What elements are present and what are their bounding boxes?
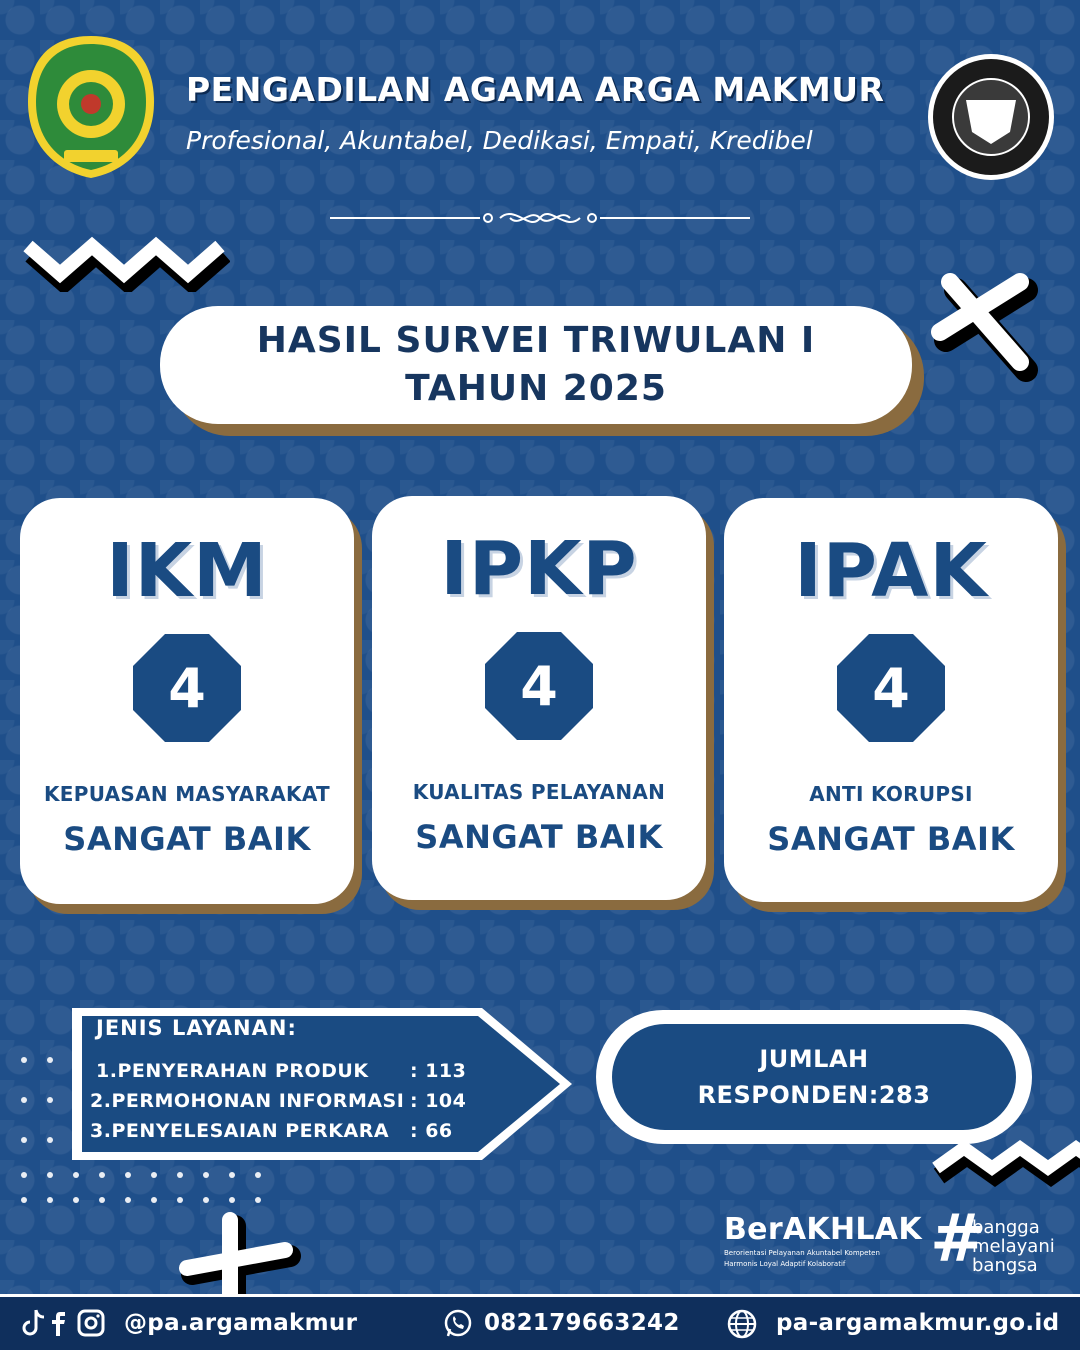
berakhlak-sub: Berorientasi Pelayanan Akuntabel Kompeten — [724, 1249, 880, 1257]
respondents-count — [612, 1024, 1016, 1130]
service-item-count: : 66 — [410, 1120, 453, 1142]
score-badge — [837, 634, 945, 742]
bangga-word: melayani — [972, 1236, 1055, 1257]
court-logo — [24, 32, 158, 182]
footer-website[interactable]: pa-argamakmur.go.id — [776, 1310, 1060, 1336]
metric-label: IPAK — [794, 528, 988, 614]
score-badge — [133, 634, 241, 742]
score-value: 4 — [168, 656, 206, 720]
header-divider — [330, 204, 750, 232]
service-item-count: : 113 — [410, 1060, 467, 1082]
cross-decoration — [920, 262, 1050, 382]
score-value: 4 — [520, 654, 558, 718]
service-item-label: 1.PENYERAHAN PRODUK — [96, 1060, 369, 1082]
bangga-melayani-logo — [930, 1200, 1070, 1280]
metric-label: IKM — [106, 528, 268, 614]
card-rating: SANGAT BAIK — [767, 820, 1015, 858]
bangga-word: bangsa — [972, 1255, 1038, 1276]
score-value: 4 — [872, 656, 910, 720]
metric-label: IPKP — [440, 526, 638, 612]
globe-icon[interactable] — [726, 1308, 758, 1344]
footer-social-handle[interactable]: @pa.argamakmur — [124, 1310, 358, 1336]
hash-mark: # — [930, 1200, 986, 1277]
berakhlak-logo — [724, 1212, 922, 1269]
card-rating: SANGAT BAIK — [415, 818, 663, 856]
wbk-logo — [926, 52, 1056, 182]
respondents-line2: RESPONDEN:283 — [697, 1081, 931, 1109]
instagram-icon[interactable] — [76, 1308, 106, 1342]
ipkp-card — [372, 496, 706, 900]
card-subtitle: KUALITAS PELAYANAN — [412, 780, 666, 804]
facebook-icon[interactable] — [50, 1308, 70, 1342]
whatsapp-icon[interactable] — [442, 1308, 474, 1344]
score-badge — [485, 632, 593, 740]
card-subtitle: KEPUASAN MASYARAKAT — [44, 782, 330, 806]
service-item-label: 2.PERMOHONAN INFORMASI — [90, 1090, 405, 1112]
org-title: PENGADILAN AGAMA ARGA MAKMUR — [186, 70, 885, 109]
service-item-label: 3.PENYELESAIAN PERKARA — [90, 1120, 390, 1142]
survey-title — [160, 306, 912, 424]
card-subtitle: ANTI KORUPSI — [809, 782, 973, 806]
ikm-card — [20, 498, 354, 904]
survey-title-line1: HASIL SURVEI TRIWULAN I — [256, 320, 816, 361]
berakhlak-name: BerAKHLAK — [724, 1212, 922, 1247]
tagline: Profesional, Akuntabel, Dedikasi, Empati, Kredibel — [186, 126, 813, 155]
footer-phone[interactable]: 082179663242 — [484, 1310, 680, 1336]
zigzag-decoration — [20, 222, 230, 292]
service-item-count: : 104 — [410, 1090, 467, 1112]
tiktok-icon[interactable] — [22, 1308, 46, 1342]
bangga-word: bangga — [972, 1217, 1040, 1238]
berakhlak-sub: Harmonis Loyal Adaptif Kolaboratif — [724, 1260, 846, 1268]
card-rating: SANGAT BAIK — [63, 820, 311, 858]
survey-title-line2: TAHUN 2025 — [405, 368, 667, 409]
ipak-card — [724, 498, 1058, 902]
respondents-line1: JUMLAH — [759, 1045, 869, 1073]
services-title: JENIS LAYANAN: — [96, 1016, 297, 1040]
zigzag-decoration — [930, 1138, 1080, 1198]
